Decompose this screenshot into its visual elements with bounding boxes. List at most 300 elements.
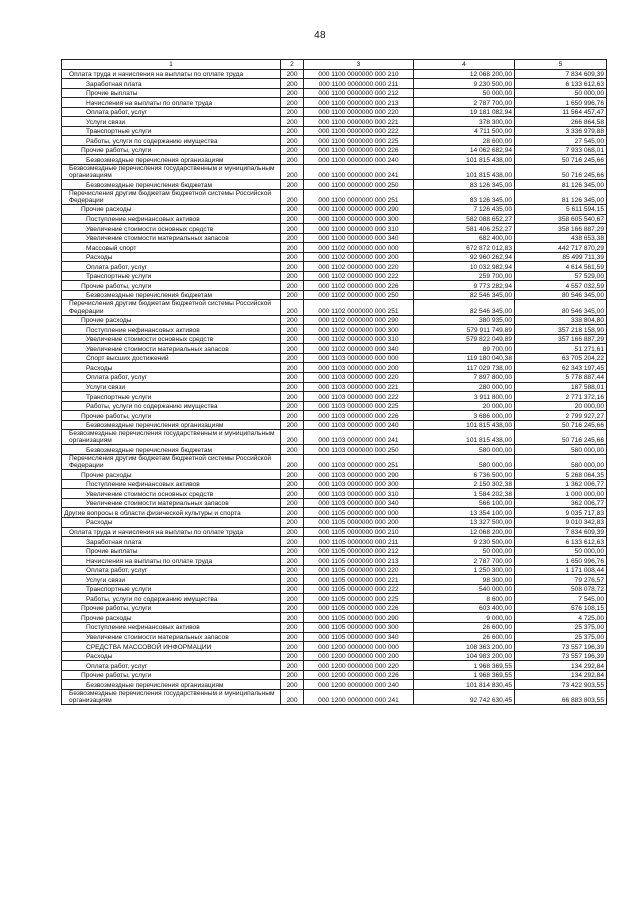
table-row	[62, 344, 607, 354]
table-row	[62, 651, 607, 661]
row-approved-amount-cell: 682 400,00	[414, 233, 515, 243]
row-executed-amount-cell: 6 133 612,63	[515, 79, 607, 89]
row-executed-amount-cell: 50 716 245,66	[515, 420, 607, 430]
row-classification-code-cell: 000 1103 0000000 000 225	[304, 401, 414, 411]
row-name-cell: Увеличение стоимости материальных запасов	[62, 632, 281, 642]
row-classification-code-cell: 000 1200 0000000 000 240	[304, 680, 414, 690]
row-name-cell: Прочие работы, услуги	[62, 145, 281, 155]
row-executed-amount-cell: 51 271,61	[515, 344, 607, 354]
row-code-cell: 200	[281, 290, 304, 300]
row-classification-code-cell: 000 1105 0000000 000 300	[304, 622, 414, 632]
row-code-cell: 200	[281, 224, 304, 234]
row-classification-code-cell: 000 1105 0000000 000 225	[304, 594, 414, 604]
row-approved-amount-cell: 579 911 749,89	[414, 325, 515, 335]
row-approved-amount-cell: 672 872 012,83	[414, 243, 515, 253]
row-code-cell: 200	[281, 145, 304, 155]
row-classification-code-cell: 000 1100 0000000 000 310	[304, 224, 414, 234]
table-row	[62, 537, 607, 547]
row-name-cell: Оплата работ, услуг	[62, 107, 281, 117]
table-row	[62, 603, 607, 613]
row-approved-amount-cell: 108 363 200,00	[414, 642, 515, 652]
table-row	[62, 632, 607, 642]
table-row	[62, 517, 607, 527]
row-classification-code-cell: 000 1105 0000000 000 210	[304, 527, 414, 537]
row-name-cell: Поступление нефинансовых активов	[62, 214, 281, 224]
row-code-cell: 200	[281, 382, 304, 392]
row-executed-amount-cell: 9 035 717,83	[515, 508, 607, 518]
row-code-cell: 200	[281, 392, 304, 402]
row-approved-amount-cell: 26 600,00	[414, 632, 515, 642]
row-code-cell: 200	[281, 363, 304, 373]
row-approved-amount-cell: 101 815 438,00	[414, 420, 515, 430]
table-row	[62, 205, 607, 215]
table-row	[62, 262, 607, 272]
table-row	[62, 189, 607, 204]
row-classification-code-cell: 000 1102 0000000 000 226	[304, 281, 414, 291]
row-name-cell: Начисления на выплаты по оплате труда	[62, 98, 281, 108]
table-row	[62, 300, 607, 315]
row-classification-code-cell: 000 1100 0000000 000 226	[304, 145, 414, 155]
row-code-cell: 200	[281, 546, 304, 556]
table-header-row	[62, 60, 607, 70]
row-executed-amount-cell: 25 375,00	[515, 622, 607, 632]
row-executed-amount-cell: 266 864,58	[515, 117, 607, 127]
table-row	[62, 136, 607, 146]
table-row	[62, 126, 607, 136]
row-classification-code-cell: 000 1102 0000000 000 340	[304, 344, 414, 354]
row-classification-code-cell: 000 1100 0000000 000 250	[304, 180, 414, 190]
row-classification-code-cell: 000 1103 0000000 000 222	[304, 392, 414, 402]
row-approved-amount-cell: 1 968 369,55	[414, 670, 515, 680]
row-code-cell: 200	[281, 262, 304, 272]
table-row	[62, 252, 607, 262]
row-classification-code-cell: 000 1200 0000000 000 226	[304, 670, 414, 680]
row-name-cell: Расходы	[62, 517, 281, 527]
column-header: 3	[304, 60, 414, 70]
row-classification-code-cell: 000 1100 0000000 000 251	[304, 189, 414, 204]
table-row	[62, 224, 607, 234]
row-approved-amount-cell: 2 787 700,00	[414, 556, 515, 566]
row-classification-code-cell: 000 1102 0000000 000 251	[304, 300, 414, 315]
row-classification-code-cell: 000 1103 0000000 000 226	[304, 411, 414, 421]
row-approved-amount-cell: 1 584 202,38	[414, 489, 515, 499]
table-row	[62, 680, 607, 690]
row-name-cell: Безвозмездные перечисления государственным и муниципальным организациям	[62, 689, 281, 704]
row-code-cell: 200	[281, 252, 304, 262]
row-classification-code-cell: 000 1105 0000000 000 211	[304, 537, 414, 547]
row-code-cell: 200	[281, 271, 304, 281]
row-executed-amount-cell: 57 529,00	[515, 271, 607, 281]
row-executed-amount-cell: 1 362 006,77	[515, 479, 607, 489]
row-name-cell: Другие вопросы в области физической культуры и спорта	[62, 508, 281, 518]
row-executed-amount-cell: 80 546 345,00	[515, 300, 607, 315]
row-approved-amount-cell: 4 711 500,00	[414, 126, 515, 136]
table-row	[62, 233, 607, 243]
row-approved-amount-cell: 9 230 500,00	[414, 79, 515, 89]
row-code-cell: 200	[281, 622, 304, 632]
row-name-cell: Прочие работы, услуги	[62, 411, 281, 421]
row-executed-amount-cell: 1 650 996,76	[515, 98, 607, 108]
row-code-cell: 200	[281, 136, 304, 146]
row-executed-amount-cell: 81 126 345,00	[515, 189, 607, 204]
row-classification-code-cell: 000 1105 0000000 000 213	[304, 556, 414, 566]
table-row	[62, 88, 607, 98]
table-row	[62, 155, 607, 165]
row-classification-code-cell: 000 1200 0000000 000 200	[304, 651, 414, 661]
table-row	[62, 556, 607, 566]
row-name-cell: Прочие выплаты	[62, 88, 281, 98]
row-approved-amount-cell: 83 126 345,00	[414, 189, 515, 204]
table-row	[62, 642, 607, 652]
row-name-cell: Работы, услуги по содержанию имущества	[62, 136, 281, 146]
table-row	[62, 622, 607, 632]
row-classification-code-cell: 000 1103 0000000 000 250	[304, 445, 414, 455]
table-row	[62, 401, 607, 411]
row-executed-amount-cell: 66 883 803,55	[515, 689, 607, 704]
row-approved-amount-cell: 82 546 345,00	[414, 300, 515, 315]
row-classification-code-cell: 000 1200 0000000 000 000	[304, 642, 414, 652]
row-executed-amount-cell: 338 804,80	[515, 315, 607, 325]
row-approved-amount-cell: 20 000,00	[414, 401, 515, 411]
row-name-cell: Расходы	[62, 363, 281, 373]
table-row	[62, 613, 607, 623]
row-classification-code-cell: 000 1100 0000000 000 221	[304, 117, 414, 127]
row-name-cell: Оплата работ, услуг	[62, 372, 281, 382]
row-name-cell: Прочие расходы	[62, 470, 281, 480]
row-classification-code-cell: 000 1103 0000000 000 200	[304, 363, 414, 373]
row-classification-code-cell: 000 1100 0000000 000 225	[304, 136, 414, 146]
row-name-cell: Транспортные услуги	[62, 271, 281, 281]
row-code-cell: 200	[281, 565, 304, 575]
row-classification-code-cell: 000 1105 0000000 000 226	[304, 603, 414, 613]
row-executed-amount-cell: 3 336 979,88	[515, 126, 607, 136]
row-name-cell: Увеличение стоимости материальных запасов	[62, 233, 281, 243]
table-row	[62, 527, 607, 537]
row-code-cell: 200	[281, 372, 304, 382]
table-row	[62, 107, 607, 117]
row-executed-amount-cell: 4 557 032,59	[515, 281, 607, 291]
row-executed-amount-cell: 362 006,77	[515, 498, 607, 508]
row-classification-code-cell: 000 1100 0000000 000 290	[304, 205, 414, 215]
row-name-cell: Увеличение стоимости основных средств	[62, 489, 281, 499]
row-executed-amount-cell: 80 546 345,00	[515, 290, 607, 300]
row-executed-amount-cell: 7 545,00	[515, 594, 607, 604]
row-code-cell: 200	[281, 334, 304, 344]
row-approved-amount-cell: 101 815 438,00	[414, 165, 515, 180]
row-approved-amount-cell: 101 815 438,00	[414, 155, 515, 165]
table-row	[62, 411, 607, 421]
row-executed-amount-cell: 73 557 196,39	[515, 651, 607, 661]
row-approved-amount-cell: 579 822 049,89	[414, 334, 515, 344]
row-executed-amount-cell: 7 834 609,39	[515, 69, 607, 79]
row-classification-code-cell: 000 1103 0000000 000 251	[304, 455, 414, 470]
row-name-cell: Начисления на выплаты по оплате труда	[62, 556, 281, 566]
row-name-cell: Прочие работы, услуги	[62, 670, 281, 680]
row-classification-code-cell: 000 1102 0000000 000 220	[304, 262, 414, 272]
row-code-cell: 200	[281, 594, 304, 604]
row-executed-amount-cell: 134 292,84	[515, 670, 607, 680]
row-name-cell: Безвозмездные перечисления организациям	[62, 155, 281, 165]
row-executed-amount-cell: 576 108,15	[515, 603, 607, 613]
row-code-cell: 200	[281, 117, 304, 127]
row-name-cell: Увеличение стоимости материальных запасов	[62, 344, 281, 354]
table-row	[62, 243, 607, 253]
row-name-cell: Транспортные услуги	[62, 584, 281, 594]
table-row	[62, 214, 607, 224]
row-name-cell: Безвозмездные перечисления бюджетам	[62, 290, 281, 300]
row-executed-amount-cell: 358 605 540,67	[515, 214, 607, 224]
row-name-cell: Оплата труда и начисления на выплаты по оплате труда	[62, 69, 281, 79]
row-approved-amount-cell: 378 300,00	[414, 117, 515, 127]
table-row	[62, 363, 607, 373]
row-approved-amount-cell: 2 150 302,38	[414, 479, 515, 489]
row-code-cell: 200	[281, 430, 304, 445]
row-name-cell: Транспортные услуги	[62, 392, 281, 402]
row-executed-amount-cell: 63 705 204,22	[515, 353, 607, 363]
row-name-cell: Услуги связи	[62, 575, 281, 585]
row-approved-amount-cell: 566 100,00	[414, 498, 515, 508]
row-code-cell: 200	[281, 69, 304, 79]
column-header: 4	[414, 60, 515, 70]
row-approved-amount-cell: 12 068 200,00	[414, 69, 515, 79]
table-row	[62, 180, 607, 190]
row-code-cell: 200	[281, 632, 304, 642]
row-classification-code-cell: 000 1102 0000000 000 290	[304, 315, 414, 325]
row-executed-amount-cell: 508 078,72	[515, 584, 607, 594]
row-approved-amount-cell: 50 000,00	[414, 88, 515, 98]
row-code-cell: 200	[281, 517, 304, 527]
row-code-cell: 200	[281, 165, 304, 180]
table-row	[62, 661, 607, 671]
row-approved-amount-cell: 9 000,00	[414, 613, 515, 623]
row-name-cell: Спорт высших достижений	[62, 353, 281, 363]
row-approved-amount-cell: 14 062 682,94	[414, 145, 515, 155]
row-approved-amount-cell: 119 180 040,38	[414, 353, 515, 363]
row-executed-amount-cell: 50 716 245,66	[515, 165, 607, 180]
table-row	[62, 584, 607, 594]
row-code-cell: 200	[281, 556, 304, 566]
row-code-cell: 200	[281, 642, 304, 652]
row-code-cell: 200	[281, 353, 304, 363]
row-code-cell: 200	[281, 243, 304, 253]
table-row	[62, 145, 607, 155]
row-name-cell: Безвозмездные перечисления бюджетам	[62, 445, 281, 455]
row-name-cell: Увеличение стоимости основных средств	[62, 224, 281, 234]
row-approved-amount-cell: 3 686 000,00	[414, 411, 515, 421]
table-row	[62, 470, 607, 480]
table-row	[62, 445, 607, 455]
row-code-cell: 200	[281, 401, 304, 411]
table-row	[62, 430, 607, 445]
row-classification-code-cell: 000 1100 0000000 000 241	[304, 165, 414, 180]
row-name-cell: Расходы	[62, 252, 281, 262]
row-code-cell: 200	[281, 214, 304, 224]
row-approved-amount-cell: 9 773 282,94	[414, 281, 515, 291]
row-classification-code-cell: 000 1100 0000000 000 210	[304, 69, 414, 79]
row-approved-amount-cell: 82 546 345,00	[414, 290, 515, 300]
row-name-cell: Оплата работ, услуг	[62, 565, 281, 575]
row-approved-amount-cell: 89 700,00	[414, 344, 515, 354]
row-name-cell: Прочие работы, услуги	[62, 603, 281, 613]
row-executed-amount-cell: 187 588,01	[515, 382, 607, 392]
row-name-cell: Услуги связи	[62, 382, 281, 392]
row-code-cell: 200	[281, 527, 304, 537]
row-code-cell: 200	[281, 189, 304, 204]
row-name-cell: Поступление нефинансовых активов	[62, 325, 281, 335]
row-name-cell: Поступление нефинансовых активов	[62, 622, 281, 632]
row-name-cell: Перечисления другим бюджетам бюджетной системы Российской Федерации	[62, 300, 281, 315]
row-code-cell: 200	[281, 445, 304, 455]
row-executed-amount-cell: 1 650 996,76	[515, 556, 607, 566]
row-name-cell: Увеличение стоимости материальных запасов	[62, 498, 281, 508]
row-code-cell: 200	[281, 315, 304, 325]
row-approved-amount-cell: 580 000,00	[414, 445, 515, 455]
table-row	[62, 271, 607, 281]
row-approved-amount-cell: 50 000,00	[414, 546, 515, 556]
row-executed-amount-cell: 134 292,84	[515, 661, 607, 671]
row-executed-amount-cell: 62 343 197,45	[515, 363, 607, 373]
column-header: 1	[62, 60, 281, 70]
row-classification-code-cell: 000 1103 0000000 000 221	[304, 382, 414, 392]
row-approved-amount-cell: 104 983 200,00	[414, 651, 515, 661]
row-classification-code-cell: 000 1105 0000000 000 340	[304, 632, 414, 642]
row-classification-code-cell: 000 1100 0000000 000 211	[304, 79, 414, 89]
row-approved-amount-cell: 92 742 630,45	[414, 689, 515, 704]
row-name-cell: Перечисления другим бюджетам бюджетной системы Российской Федерации	[62, 189, 281, 204]
row-executed-amount-cell: 4 614 561,59	[515, 262, 607, 272]
row-classification-code-cell: 000 1100 0000000 000 222	[304, 126, 414, 136]
row-name-cell: Транспортные услуги	[62, 126, 281, 136]
row-executed-amount-cell: 5 611 594,15	[515, 205, 607, 215]
row-code-cell: 200	[281, 470, 304, 480]
row-classification-code-cell: 000 1103 0000000 000 241	[304, 430, 414, 445]
row-executed-amount-cell: 50 000,00	[515, 546, 607, 556]
row-classification-code-cell: 000 1102 0000000 000 222	[304, 271, 414, 281]
row-code-cell: 200	[281, 661, 304, 671]
row-name-cell: Прочие выплаты	[62, 546, 281, 556]
row-name-cell: Прочие работы, услуги	[62, 281, 281, 291]
row-name-cell: Прочие расходы	[62, 315, 281, 325]
row-code-cell: 200	[281, 205, 304, 215]
row-classification-code-cell: 000 1103 0000000 000 340	[304, 498, 414, 508]
table-row	[62, 565, 607, 575]
row-approved-amount-cell: 98 300,00	[414, 575, 515, 585]
row-approved-amount-cell: 19 181 082,94	[414, 107, 515, 117]
row-code-cell: 200	[281, 126, 304, 136]
budget-table	[61, 59, 607, 705]
row-classification-code-cell: 000 1102 0000000 000 200	[304, 252, 414, 262]
row-approved-amount-cell: 83 126 345,00	[414, 180, 515, 190]
row-approved-amount-cell: 280 000,00	[414, 382, 515, 392]
table-row	[62, 489, 607, 499]
row-approved-amount-cell: 117 029 738,00	[414, 363, 515, 373]
row-approved-amount-cell: 259 700,00	[414, 271, 515, 281]
row-code-cell: 200	[281, 670, 304, 680]
row-classification-code-cell: 000 1105 0000000 000 212	[304, 546, 414, 556]
row-code-cell: 200	[281, 300, 304, 315]
row-approved-amount-cell: 380 935,00	[414, 315, 515, 325]
row-code-cell: 200	[281, 613, 304, 623]
row-code-cell: 200	[281, 98, 304, 108]
row-approved-amount-cell: 540 000,00	[414, 584, 515, 594]
row-executed-amount-cell: 4 725,00	[515, 613, 607, 623]
row-approved-amount-cell: 580 000,00	[414, 455, 515, 470]
row-executed-amount-cell: 2 771 372,16	[515, 392, 607, 402]
row-executed-amount-cell: 50 716 245,66	[515, 430, 607, 445]
row-code-cell: 200	[281, 689, 304, 704]
row-classification-code-cell: 000 1103 0000000 000 300	[304, 479, 414, 489]
table-row	[62, 98, 607, 108]
row-name-cell: СРЕДСТВА МАССОВОЙ ИНФОРМАЦИИ	[62, 642, 281, 652]
table-row	[62, 546, 607, 556]
row-executed-amount-cell: 442 717 870,29	[515, 243, 607, 253]
row-approved-amount-cell: 603 400,00	[414, 603, 515, 613]
row-name-cell: Безвозмездные перечисления бюджетам	[62, 180, 281, 190]
row-executed-amount-cell: 357 166 887,29	[515, 334, 607, 344]
row-executed-amount-cell: 25 375,00	[515, 632, 607, 642]
page-number: 48	[314, 30, 326, 41]
table-row	[62, 594, 607, 604]
row-name-cell: Перечисления другим бюджетам бюджетной системы Российской Федерации	[62, 455, 281, 470]
row-approved-amount-cell: 13 327 500,00	[414, 517, 515, 527]
table-row	[62, 281, 607, 291]
table-row	[62, 575, 607, 585]
table-row	[62, 353, 607, 363]
row-approved-amount-cell: 2 787 700,00	[414, 98, 515, 108]
row-executed-amount-cell: 438 653,38	[515, 233, 607, 243]
row-approved-amount-cell: 8 600,00	[414, 594, 515, 604]
row-code-cell: 200	[281, 180, 304, 190]
row-code-cell: 200	[281, 325, 304, 335]
row-executed-amount-cell: 9 010 342,83	[515, 517, 607, 527]
row-code-cell: 200	[281, 508, 304, 518]
row-code-cell: 200	[281, 411, 304, 421]
row-name-cell: Оплата работ, услуг	[62, 661, 281, 671]
row-approved-amount-cell: 9 230 500,00	[414, 537, 515, 547]
row-executed-amount-cell: 85 499 711,39	[515, 252, 607, 262]
row-code-cell: 200	[281, 281, 304, 291]
row-classification-code-cell: 000 1100 0000000 000 220	[304, 107, 414, 117]
row-classification-code-cell: 000 1100 0000000 000 213	[304, 98, 414, 108]
row-classification-code-cell: 000 1200 0000000 000 241	[304, 689, 414, 704]
row-name-cell: Заработная плата	[62, 537, 281, 547]
row-code-cell: 200	[281, 79, 304, 89]
row-classification-code-cell: 000 1105 0000000 000 290	[304, 613, 414, 623]
row-executed-amount-cell: 580 000,00	[515, 445, 607, 455]
table-row	[62, 455, 607, 470]
row-executed-amount-cell: 358 166 887,29	[515, 224, 607, 234]
column-header: 2	[281, 60, 304, 70]
row-name-cell: Услуги связи	[62, 117, 281, 127]
row-code-cell: 200	[281, 155, 304, 165]
table-row	[62, 670, 607, 680]
row-classification-code-cell: 000 1103 0000000 000 240	[304, 420, 414, 430]
row-executed-amount-cell: 7 834 609,39	[515, 527, 607, 537]
table-row	[62, 382, 607, 392]
row-executed-amount-cell: 357 218 158,90	[515, 325, 607, 335]
row-code-cell: 200	[281, 680, 304, 690]
row-executed-amount-cell: 5 268 064,35	[515, 470, 607, 480]
row-executed-amount-cell: 81 126 345,00	[515, 180, 607, 190]
row-name-cell: Безвозмездные перечисления организациям	[62, 680, 281, 690]
row-classification-code-cell: 000 1102 0000000 000 250	[304, 290, 414, 300]
row-name-cell: Массовый спорт	[62, 243, 281, 253]
row-executed-amount-cell: 79 276,57	[515, 575, 607, 585]
row-classification-code-cell: 000 1105 0000000 000 200	[304, 517, 414, 527]
row-classification-code-cell: 000 1102 0000000 000 310	[304, 334, 414, 344]
table-row	[62, 290, 607, 300]
row-name-cell: Безвозмездные перечисления организациям	[62, 420, 281, 430]
